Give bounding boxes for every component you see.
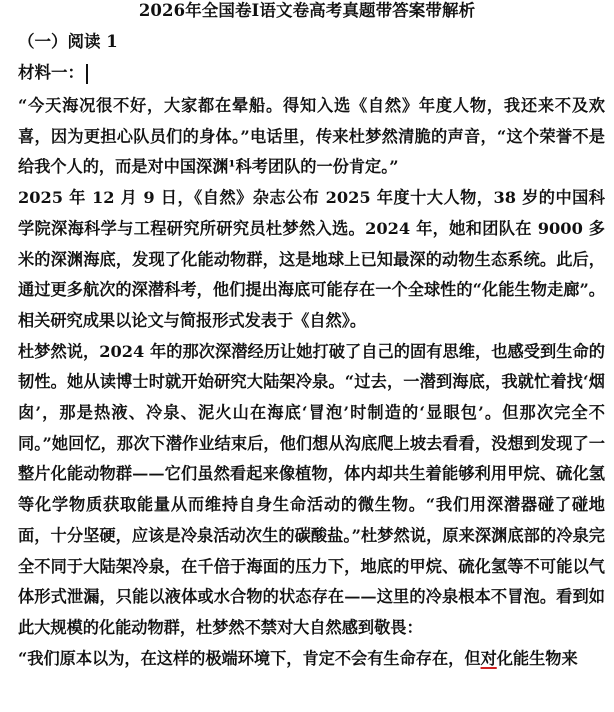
section-heading: （一）阅读 1 — [18, 32, 118, 51]
text-cursor — [86, 64, 88, 84]
article-body[interactable] — [18, 91, 605, 674]
material-label: 材料一： — [18, 63, 84, 82]
paragraph-4 — [18, 644, 605, 675]
document-title: 2026年全国卷Ⅰ语文卷高考真题带答案带解析 — [138, 1, 476, 20]
spellcheck-underline: 对 — [480, 648, 497, 668]
last-line-text: “我们原本以为，在这样的极端环境下，肯定不会有生命存在，但 — [18, 648, 481, 668]
last-line-tail: 化能生物来 — [496, 648, 578, 668]
paragraph-2: 2025 年 12 月 9 日，《自然》杂志公布 2025 年度十大人物，38 岁的中国科学院深海科学与工程研究所研究员杜梦然入选。2024 年，她和团队在 9000 多米的深渊海底，发现了化能动物群，这是地球上已知最深的动物生态系统。此后，通过更多航次的深潜科考，他们提出海底可能存在一个全球性的“化能生物走廊”。相关研究成果以论文与简报形式发表于《自然》。 — [18, 188, 605, 330]
paragraph-1: “今天海况很不好，大家都在晕船。得知入选《自然》年度人物，我还来不及欢喜，因为更担心队员们的身体。”电话里，传来杜梦然清脆的声音，“这个荣誉不是给我个人的，而是对中国深渊¹科考团队的一份肯定。” — [18, 96, 605, 177]
paragraph-3: 杜梦然说，2024 年的那次深潜经历让她打破了自己的固有思维，也感受到生命的韧性。她从读博士时就开始研究大陆架冷泉。“过去，一潜到海底，我就忙着找‘烟囱’，那是热液、冷泉、泥火山在海底‘冒泡’时制造的‘显眼包’。但那次完全不同。”她回忆，那次下潜作业结束后，他们想从沟底爬上坡去看看，没想到发现了一整片化能动物群——它们虽然看起来像植物，体内却共生着能够利用甲烷、硫化氢等化学物质获取能量从而维持自身生命活动的微生物。“我们用深潜器碰了碰地面，十分坚硬，应该是冷泉活动次生的碳酸盐。”杜梦然说，原来深渊底部的冷泉完全不同于大陆架冷泉，在千倍于海面的压力下，地底的甲烷、硫化氢等不可能以气体形式泄漏，只能以液体或水合物的状态存在——这里的冷泉根本不冒泡。看到如此大规模的化能动物群，杜梦然不禁对大自然感到敬畏： — [18, 341, 605, 637]
